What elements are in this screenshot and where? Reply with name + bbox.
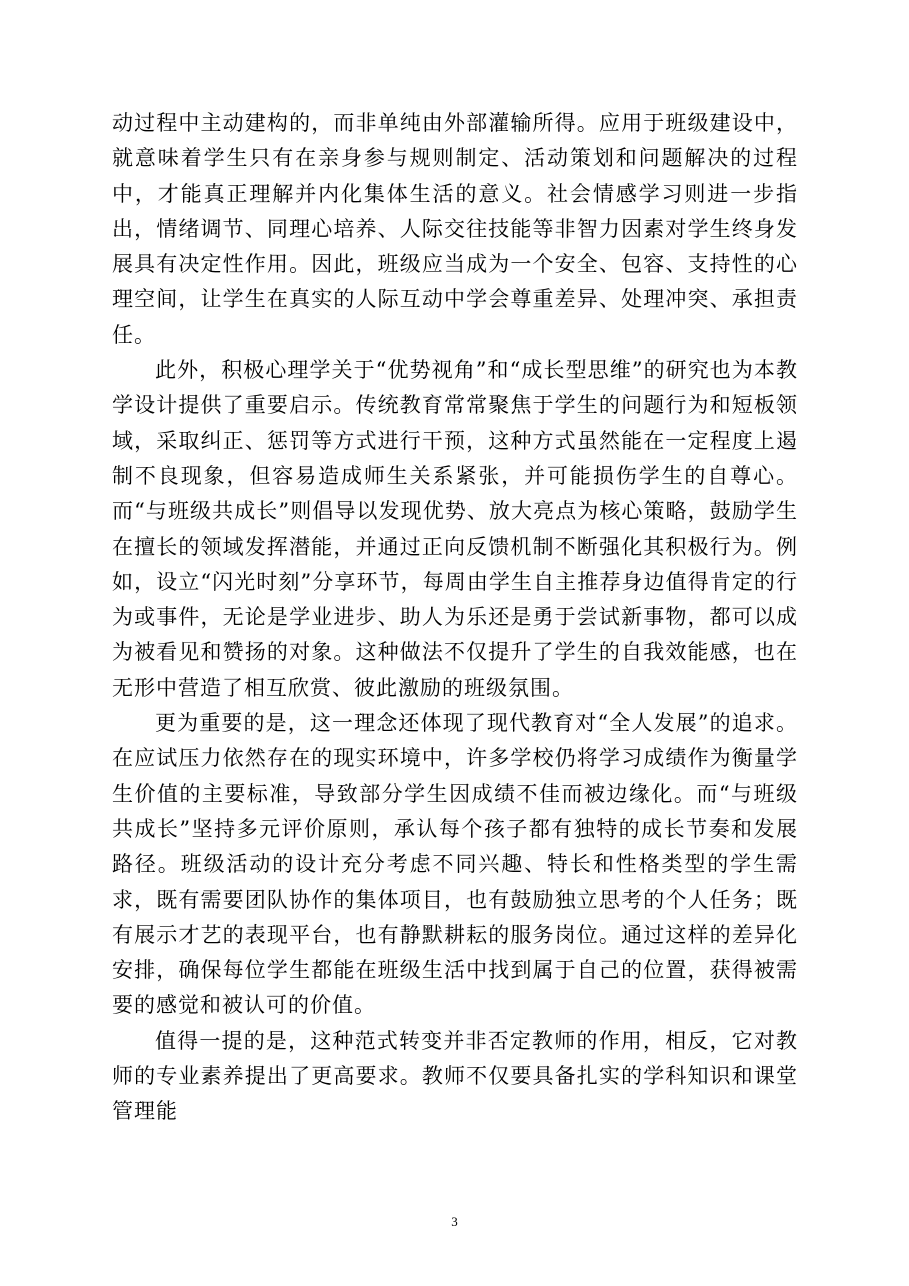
paragraph-1: 动过程中主动建构的，而非单纯由外部灌输所得。应用于班级建设中，就意味着学生只有在亲身参与规则制定、活动策划和问题解决的过程中，才能真正理解并内化集体生活的意义。社会情感学习则进一步指出，情绪调节、同理心培养、人际交往技能等非智力因素对学生终身发展具有决定性作用。因此，班级应当成为一个安全、包容、支持性的心理空间，让学生在真实的人际互动中学会尊重差异、处理冲突、承担责任。: [112, 111, 798, 347]
paragraph-2: 此外，积极心理学关于“优势视角”和“成长型思维”的研究也为本教学设计提供了重要启示。传统教育常常聚焦于学生的问题行为和短板领域，采取纠正、惩罚等方式进行干预，这种方式虽然能在一定程度上遏制不良现象，但容易造成师生关系紧张，并可能损伤学生的自尊心。而“与班级共成长”则倡导以发现优势、放大亮点为核心策略，鼓励学生在擅长的领域发挥潜能，并通过正向反馈机制不断强化其积极行为。例如，设立“闪光时刻”分享环节，每周由学生自主推荐身边值得肯定的行为或事件，无论是学业进步、助人为乐还是勇于尝试新事物，都可以成为被看见和赞扬的对象。这种做法不仅提升了学生的自我效能感，也在无形中营造了相互欣赏、彼此激励的班级氛围。: [112, 358, 798, 700]
page-number: 3: [451, 1214, 458, 1229]
paragraph-4: 值得一提的是，这种范式转变并非否定教师的作用，相反，它对教师的专业素养提出了更高要求。教师不仅要具备扎实的学科知识和课堂管理能: [112, 1028, 798, 1124]
paragraph-3: 更为重要的是，这一理念还体现了现代教育对“全人发展”的追求。在应试压力依然存在的现实环境中，许多学校仍将学习成绩作为衡量学生价值的主要标准，导致部分学生因成绩不佳而被边缘化。而“与班级共成长”坚持多元评价原则，承认每个孩子都有独特的成长节奏和发展路径。班级活动的设计充分考虑不同兴趣、特长和性格类型的学生需求，既有需要团队协作的集体项目，也有鼓励独立思考的个人任务；既有展示才艺的表现平台，也有静默耕耘的服务岗位。通过这样的差异化安排，确保每位学生都能在班级生活中找到属于自己的位置，获得被需要的感觉和被认可的价值。: [112, 711, 798, 1018]
body-text: [112, 106, 798, 1130]
